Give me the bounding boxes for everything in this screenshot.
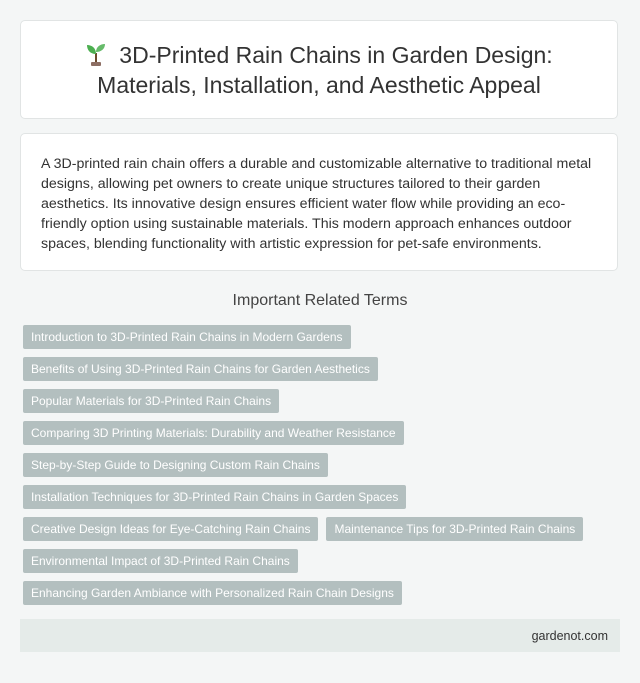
title-card	[20, 20, 618, 119]
page-title	[21, 40, 617, 100]
related-terms-list	[23, 325, 623, 605]
related-term-tag[interactable]: Comparing 3D Printing Materials: Durability and Weather Resistance	[23, 421, 404, 445]
footer	[20, 619, 620, 652]
related-term-tag[interactable]: Step-by-Step Guide to Designing Custom Rain Chains	[23, 453, 328, 477]
related-term-tag[interactable]: Maintenance Tips for 3D-Printed Rain Chains	[326, 517, 583, 541]
related-term-tag[interactable]: Creative Design Ideas for Eye-Catching Rain Chains	[23, 517, 318, 541]
related-terms-heading: Important Related Terms	[232, 292, 408, 309]
related-term-tag[interactable]: Introduction to 3D-Printed Rain Chains in Modern Gardens	[23, 325, 351, 349]
footer-site-link[interactable]: gardenot.com	[531, 628, 608, 643]
related-term-tag[interactable]: Enhancing Garden Ambiance with Personalized Rain Chain Designs	[23, 581, 402, 605]
seedling-icon	[85, 42, 107, 66]
related-term-tag[interactable]: Installation Techniques for 3D-Printed Rain Chains in Garden Spaces	[23, 485, 406, 509]
description-text: A 3D-printed rain chain offers a durable and customizable alternative to traditional metal designs, allowing pet owners to create unique structures tailored to their garden aesthetics. Its innovative design ensures efficient water flow while providing an eco-friendly option using sustainable materials. This modern approach enhances outdoor spaces, blending functionality with artistic expression for pet-safe environments.	[41, 156, 592, 252]
related-term-tag[interactable]: Environmental Impact of 3D-Printed Rain Chains	[23, 549, 298, 573]
page-title-text: 3D-Printed Rain Chains in Garden Design: Materials, Installation, and Aesthetic Appeal	[97, 41, 553, 98]
related-term-tag[interactable]: Popular Materials for 3D-Printed Rain Chains	[23, 389, 279, 413]
related-term-tag[interactable]: Benefits of Using 3D-Printed Rain Chains for Garden Aesthetics	[23, 357, 378, 381]
description-card	[20, 133, 618, 271]
